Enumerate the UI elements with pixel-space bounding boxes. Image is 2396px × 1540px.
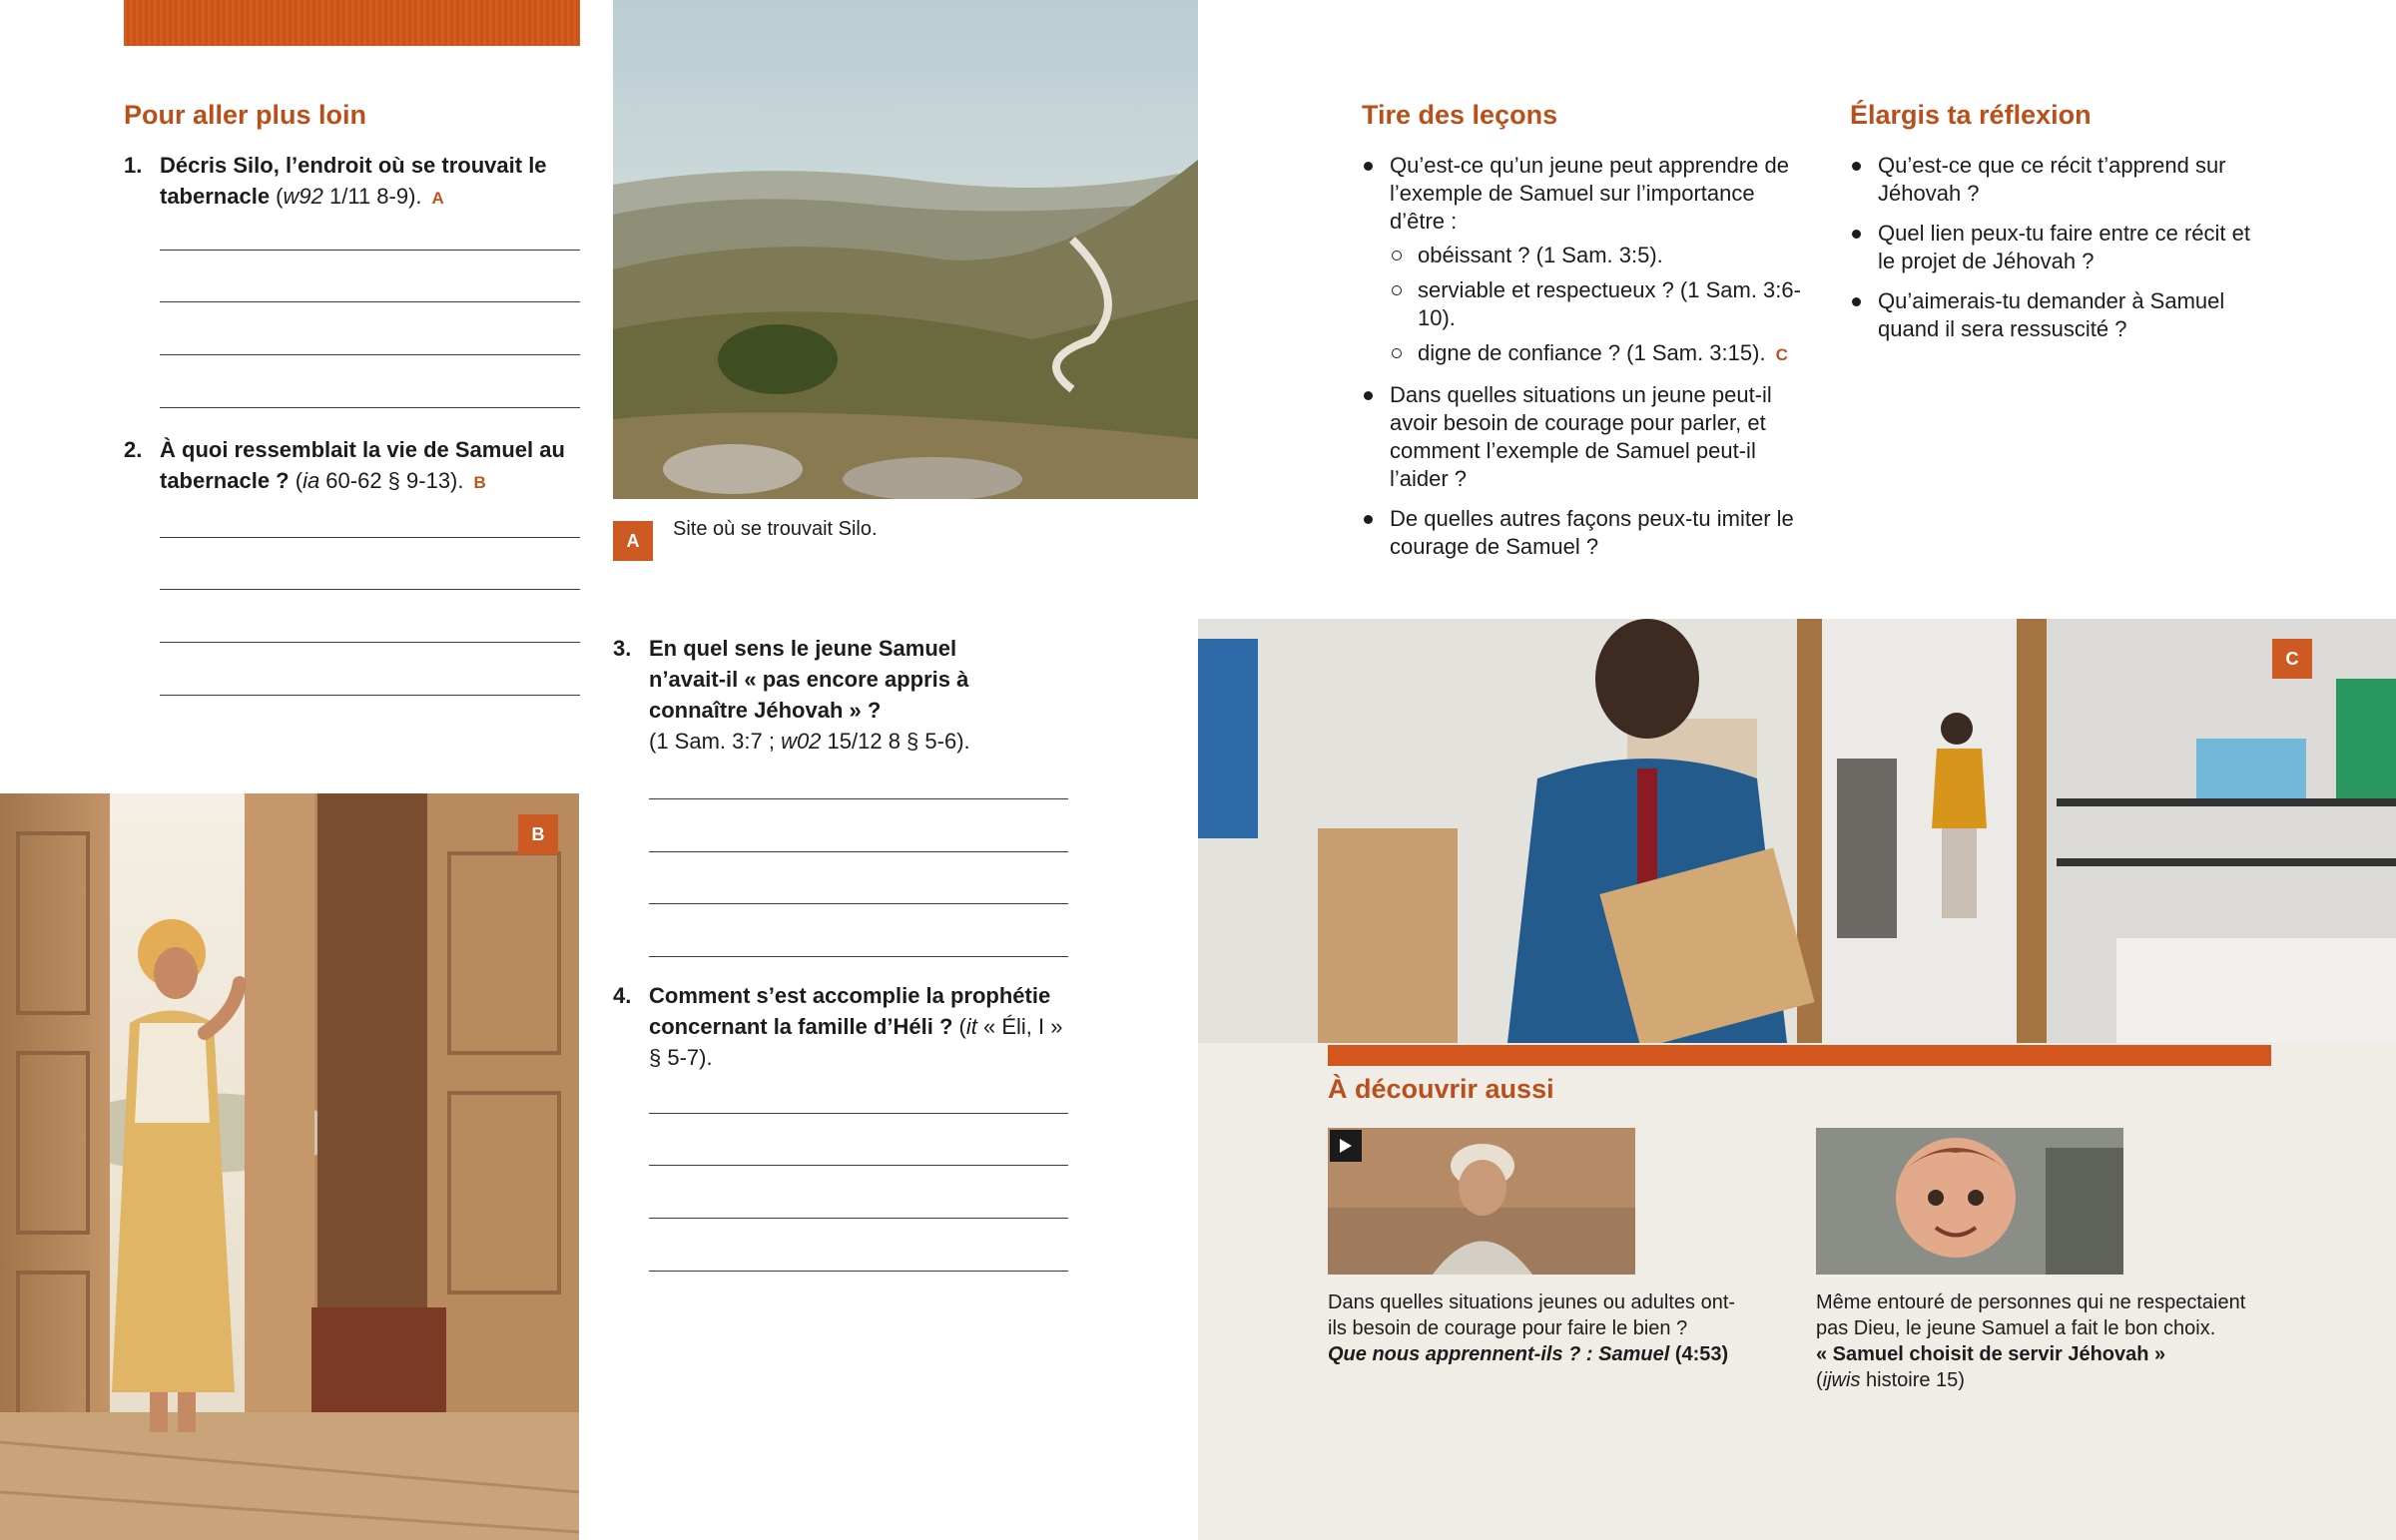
reference: 60-62 § 9-13).	[319, 468, 464, 493]
photo-shiloh-landscape	[613, 0, 1198, 499]
answer-line[interactable]	[160, 589, 580, 590]
answer-line[interactable]	[649, 1271, 1068, 1272]
discover-orange-bar	[1328, 1045, 2271, 1066]
question-3	[613, 633, 1008, 757]
answer-line[interactable]	[160, 250, 580, 251]
image-badge-c: C	[2272, 639, 2312, 679]
answer-line[interactable]	[649, 903, 1068, 904]
answer-line[interactable]	[649, 798, 1068, 799]
list-item: serviable et respectueux ? (1 Sam. 3:6-10).	[1390, 276, 1811, 332]
list-item: Dans quelles situations un jeune peut-il avoir besoin de courage pour parler, et comment l’exemple de Samuel peut-il l’aider ?	[1362, 381, 1811, 493]
photo-caption: Site où se trouvait Silo.	[673, 518, 878, 540]
answer-line[interactable]	[160, 354, 580, 355]
story-thumbnail[interactable]	[1816, 1128, 2123, 1275]
video-thumbnail[interactable]	[1328, 1128, 1635, 1275]
answer-line[interactable]	[160, 642, 580, 643]
list-item: digne de confiance ? (1 Sam. 3:15). C	[1390, 339, 1811, 369]
reflexion-list	[1850, 152, 2269, 355]
list-item: Qu’aimerais-tu demander à Samuel quand il sera ressuscité ?	[1850, 287, 2269, 343]
question-number: 2.	[124, 437, 143, 462]
answer-line[interactable]	[160, 301, 580, 302]
question-number: 4.	[613, 983, 632, 1008]
answer-line[interactable]	[649, 1165, 1068, 1166]
answer-line[interactable]	[649, 851, 1068, 852]
illustration-samuel-door	[0, 793, 579, 1540]
lessons-list	[1362, 152, 1811, 573]
video-title-link[interactable]: Que nous apprennent-ils ? : Samuel	[1328, 1343, 1670, 1365]
list-item: De quelles autres façons peux-tu imiter le courage de Samuel ?	[1362, 505, 1811, 561]
list-item: Quel lien peux-tu faire entre ce récit et le projet de Jéhovah ?	[1850, 220, 2269, 275]
section-title-tire-des-lecons: Tire des leçons	[1362, 100, 1558, 130]
reference: 15/12 8 § 5-6).	[821, 729, 970, 754]
orange-texture-band	[124, 0, 580, 46]
reference-abbr: ia	[302, 468, 320, 493]
video-description: Dans quelles situations jeunes ou adultes ont-ils besoin de courage pour faire le bien ? Que nous apprennent-ils ? : Samuel (4:53)	[1328, 1291, 1736, 1365]
answer-line[interactable]	[649, 1218, 1068, 1219]
caption-badge-a: A	[613, 521, 653, 561]
question-1: 1. Décris Silo, l’endroit où se trouvait le tabernacle (w92 1/11 8-9). A	[160, 150, 559, 214]
image-tag-b: B	[473, 473, 486, 492]
question-text: Décris Silo, l’endroit où se trouvait le tabernacle	[160, 153, 547, 209]
list-item: Qu’est-ce qu’un jeune peut apprendre de l’exemple de Samuel sur l’importance d’être : obéissant ? (1 Sam. 3:5). serviable et respectueux ? (1 Sam. 3:6-10). digne de confiance ? (1 Sam. 3:15). C	[1362, 152, 1811, 369]
story-title-link[interactable]: « Samuel choisit de servir Jéhovah »	[1816, 1343, 2166, 1365]
answer-line[interactable]	[160, 537, 580, 538]
video-duration: (4:53)	[1669, 1343, 1729, 1365]
reference-abbr: w02	[781, 729, 822, 754]
answer-line[interactable]	[649, 956, 1068, 957]
image-tag-a: A	[431, 189, 444, 208]
reference: (1 Sam. 3:7 ;	[649, 729, 782, 754]
story-description: Même entouré de personnes qui ne respectaient pas Dieu, le jeune Samuel a fait le bon choix. « Samuel choisit de servir Jéhovah » (ijwis histoire 15)	[1816, 1291, 2246, 1391]
reference-abbr: it	[965, 1014, 977, 1039]
answer-line[interactable]	[649, 1113, 1068, 1114]
image-tag-c: C	[1775, 345, 1788, 364]
section-title-pour-aller-plus-loin: Pour aller plus loin	[124, 100, 367, 130]
list-item: obéissant ? (1 Sam. 3:5).	[1390, 242, 1811, 269]
section-title-a-decouvrir-aussi: À découvrir aussi	[1328, 1074, 1554, 1104]
image-badge-b: B	[518, 814, 558, 854]
section-title-elargis-ta-reflexion: Élargis ta réflexion	[1850, 100, 2092, 130]
question-text: À quoi ressemblait la vie de Samuel au tabernacle ?	[160, 437, 565, 493]
question-2: 2. À quoi ressemblait la vie de Samuel au tabernacle ? (ia 60-62 § 9-13). B	[160, 434, 579, 498]
question-number: 1.	[124, 153, 143, 178]
answer-line[interactable]	[160, 695, 580, 696]
question-text: Comment s’est accomplie la prophétie concernant la famille d’Héli ?	[649, 983, 1051, 1039]
answer-line[interactable]	[160, 407, 580, 408]
reference: 1/11 8-9).	[322, 184, 422, 209]
play-icon[interactable]	[1330, 1130, 1362, 1162]
question-text: En quel sens le jeune Samuel n’avait-il « pas encore appris à connaître Jéhovah » ?	[649, 636, 969, 723]
sub-list	[1390, 242, 1811, 369]
reference: « Éli, I » § 5-7).	[649, 1014, 1063, 1070]
list-item: Qu’est-ce que ce récit t’apprend sur Jéhovah ?	[1850, 152, 2269, 208]
reference-abbr: w92	[283, 184, 323, 209]
question-4: 4. Comment s’est accomplie la prophétie concernant la famille d’Héli ? (it « Éli, I » § 5-7).	[649, 980, 1073, 1073]
photo-storage-room	[1198, 619, 2396, 1043]
question-number: 3.	[613, 636, 632, 661]
